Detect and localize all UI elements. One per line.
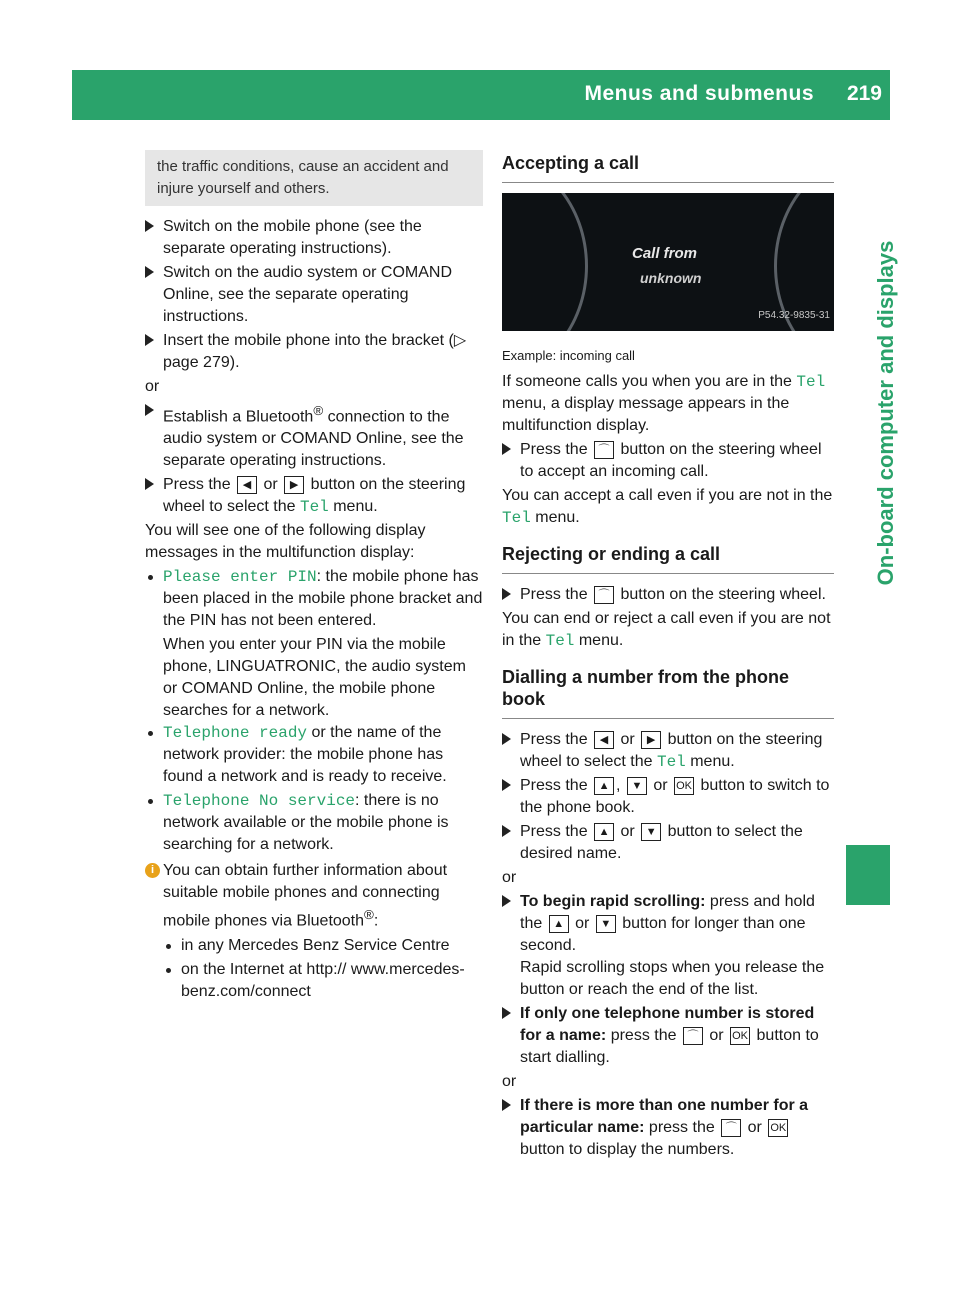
step-arrow-icon	[145, 266, 154, 278]
header-divider	[900, 70, 903, 120]
step-switch-audio: Switch on the audio system or COMAND Online, see the separate operating instructions.	[145, 262, 483, 328]
step-arrow-icon	[145, 220, 154, 232]
tel-menu-code: Tel	[299, 498, 329, 517]
bullet-icon	[148, 575, 153, 580]
step-reject-call: Press the ⌒ button on the steering wheel.	[502, 584, 834, 606]
right-key-icon: ▶	[641, 731, 661, 749]
step-arrow-icon	[145, 478, 154, 490]
step-select-tel: Press the ◀ or ▶ button on the steering wheel to select the Tel menu.	[145, 474, 483, 518]
info-note: i You can obtain further information about suitable mobile phones and connecting mobile phones via Bluetooth®:	[145, 860, 483, 932]
display-call-from: Call from	[632, 245, 698, 262]
incoming-call-display-image	[502, 193, 834, 331]
bullet-icon	[148, 731, 153, 736]
step-arrow-icon	[145, 334, 154, 346]
step-open-phone-book: Press the ▲ , ▼ or OK button to switch to the phone book.	[502, 775, 834, 819]
step-arrow-icon	[502, 443, 511, 455]
info-item-internet: on the Internet at http:// www.mercedes-benz.com/connect	[163, 959, 483, 1003]
side-tab	[846, 120, 898, 1206]
image-caption: Example: incoming call	[502, 348, 635, 363]
phone-key-icon: ⌒	[683, 1027, 703, 1045]
or-label: or	[145, 378, 160, 395]
message-telephone-ready: Telephone ready or the name of the network provider: the mobile phone has found a network and is ready to receive.	[145, 722, 483, 788]
left-gauge-icon	[502, 193, 588, 331]
step-arrow-icon	[502, 1099, 511, 1111]
info-icon: i	[145, 863, 160, 878]
down-key-icon: ▼	[627, 777, 647, 795]
reject-note: You can end or reject a call even if you are not in the Tel menu.	[502, 610, 831, 650]
heading-rejecting-call: Rejecting or ending a call	[502, 543, 834, 574]
message-no-service: Telephone No service: there is no network available or the mobile phone is searching for a network.	[145, 790, 483, 856]
or-label: or	[502, 869, 517, 886]
heading-accepting-call: Accepting a call	[502, 152, 834, 183]
ok-key-icon: OK	[768, 1119, 788, 1137]
step-rapid-scroll: To begin rapid scrolling: press and hold the ▲ or ▼ button for longer than one second. Rapid scrolling stops when you release the button or reach the end of the list.	[502, 891, 834, 1001]
down-key-icon: ▼	[641, 823, 661, 841]
hang-up-key-icon: ⌒	[594, 586, 614, 604]
step-insert-phone: Insert the mobile phone into the bracket (▷ page 279).	[145, 330, 483, 374]
phone-key-icon: ⌒	[594, 441, 614, 459]
step-arrow-icon	[502, 779, 511, 791]
left-key-icon: ◀	[237, 476, 257, 494]
right-column	[502, 150, 834, 1163]
step-select-tel-menu: Press the ◀ or ▶ button on the steering wheel to select the Tel menu.	[502, 729, 834, 773]
accept-note: You can accept a call even if you are not in the Tel menu.	[502, 487, 833, 527]
ok-key-icon: OK	[730, 1027, 750, 1045]
page-header	[72, 70, 890, 120]
phone-key-icon: ⌒	[721, 1119, 741, 1137]
left-key-icon: ◀	[594, 731, 614, 749]
chapter-marker	[846, 845, 890, 905]
step-select-name: Press the ▲ or ▼ button to select the desired name.	[502, 821, 834, 865]
intro-text: You will see one of the following display messages in the multifunction display:	[145, 522, 426, 562]
down-key-icon: ▼	[596, 915, 616, 933]
step-arrow-icon	[502, 825, 511, 837]
bullet-icon	[148, 799, 153, 804]
step-arrow-icon	[502, 588, 511, 600]
heading-dialling-phone-book: Dialling a number from the phone book	[502, 666, 834, 719]
step-arrow-icon	[502, 895, 511, 907]
step-accept-call: Press the ⌒ button on the steering wheel to accept an incoming call.	[502, 439, 834, 483]
up-key-icon: ▲	[594, 823, 614, 841]
chapter-label: On-board computer and displays	[873, 240, 898, 586]
up-key-icon: ▲	[549, 915, 569, 933]
or-label: or	[502, 1073, 517, 1090]
step-multiple-numbers: If there is more than one number for a particular name: press the ⌒ or OK button to display the numbers.	[502, 1095, 834, 1161]
display-unknown: unknown	[640, 270, 702, 286]
ok-key-icon: OK	[674, 777, 694, 795]
step-arrow-icon	[502, 1007, 511, 1019]
warning-box: the traffic conditions, cause an accident and injure yourself and others.	[145, 150, 483, 206]
bullet-icon	[166, 968, 171, 973]
left-column	[145, 150, 483, 1005]
pin-explanation: When you enter your PIN via the mobile phone, LINGUATRONIC, the audio system or COMAND Online, the mobile phone searches for a network.	[163, 636, 466, 720]
page-number: 219	[846, 82, 882, 105]
step-bluetooth: Establish a Bluetooth® connection to the audio system or COMAND Online, see the separate operating instructions.	[145, 400, 483, 472]
accept-paragraph: If someone calls you when you are in the Tel menu, a display message appears in the multifunction display.	[502, 373, 826, 434]
step-arrow-icon	[502, 733, 511, 745]
step-switch-phone: Switch on the mobile phone (see the separate operating instructions).	[145, 216, 483, 260]
step-arrow-icon	[145, 404, 154, 416]
info-item-service-centre: in any Mercedes Benz Service Centre	[163, 935, 483, 957]
bullet-icon	[166, 944, 171, 949]
step-one-number: If only one telephone number is stored for a name: press the ⌒ or OK button to start dialling.	[502, 1003, 834, 1069]
message-please-enter-pin: Please enter PIN: the mobile phone has been placed in the mobile phone bracket and the PIN has not been entered.	[145, 566, 483, 632]
up-key-icon: ▲	[594, 777, 614, 795]
image-code: P54.32-9835-31	[758, 310, 830, 321]
section-title: Menus and submenus	[584, 82, 814, 105]
right-key-icon: ▶	[284, 476, 304, 494]
